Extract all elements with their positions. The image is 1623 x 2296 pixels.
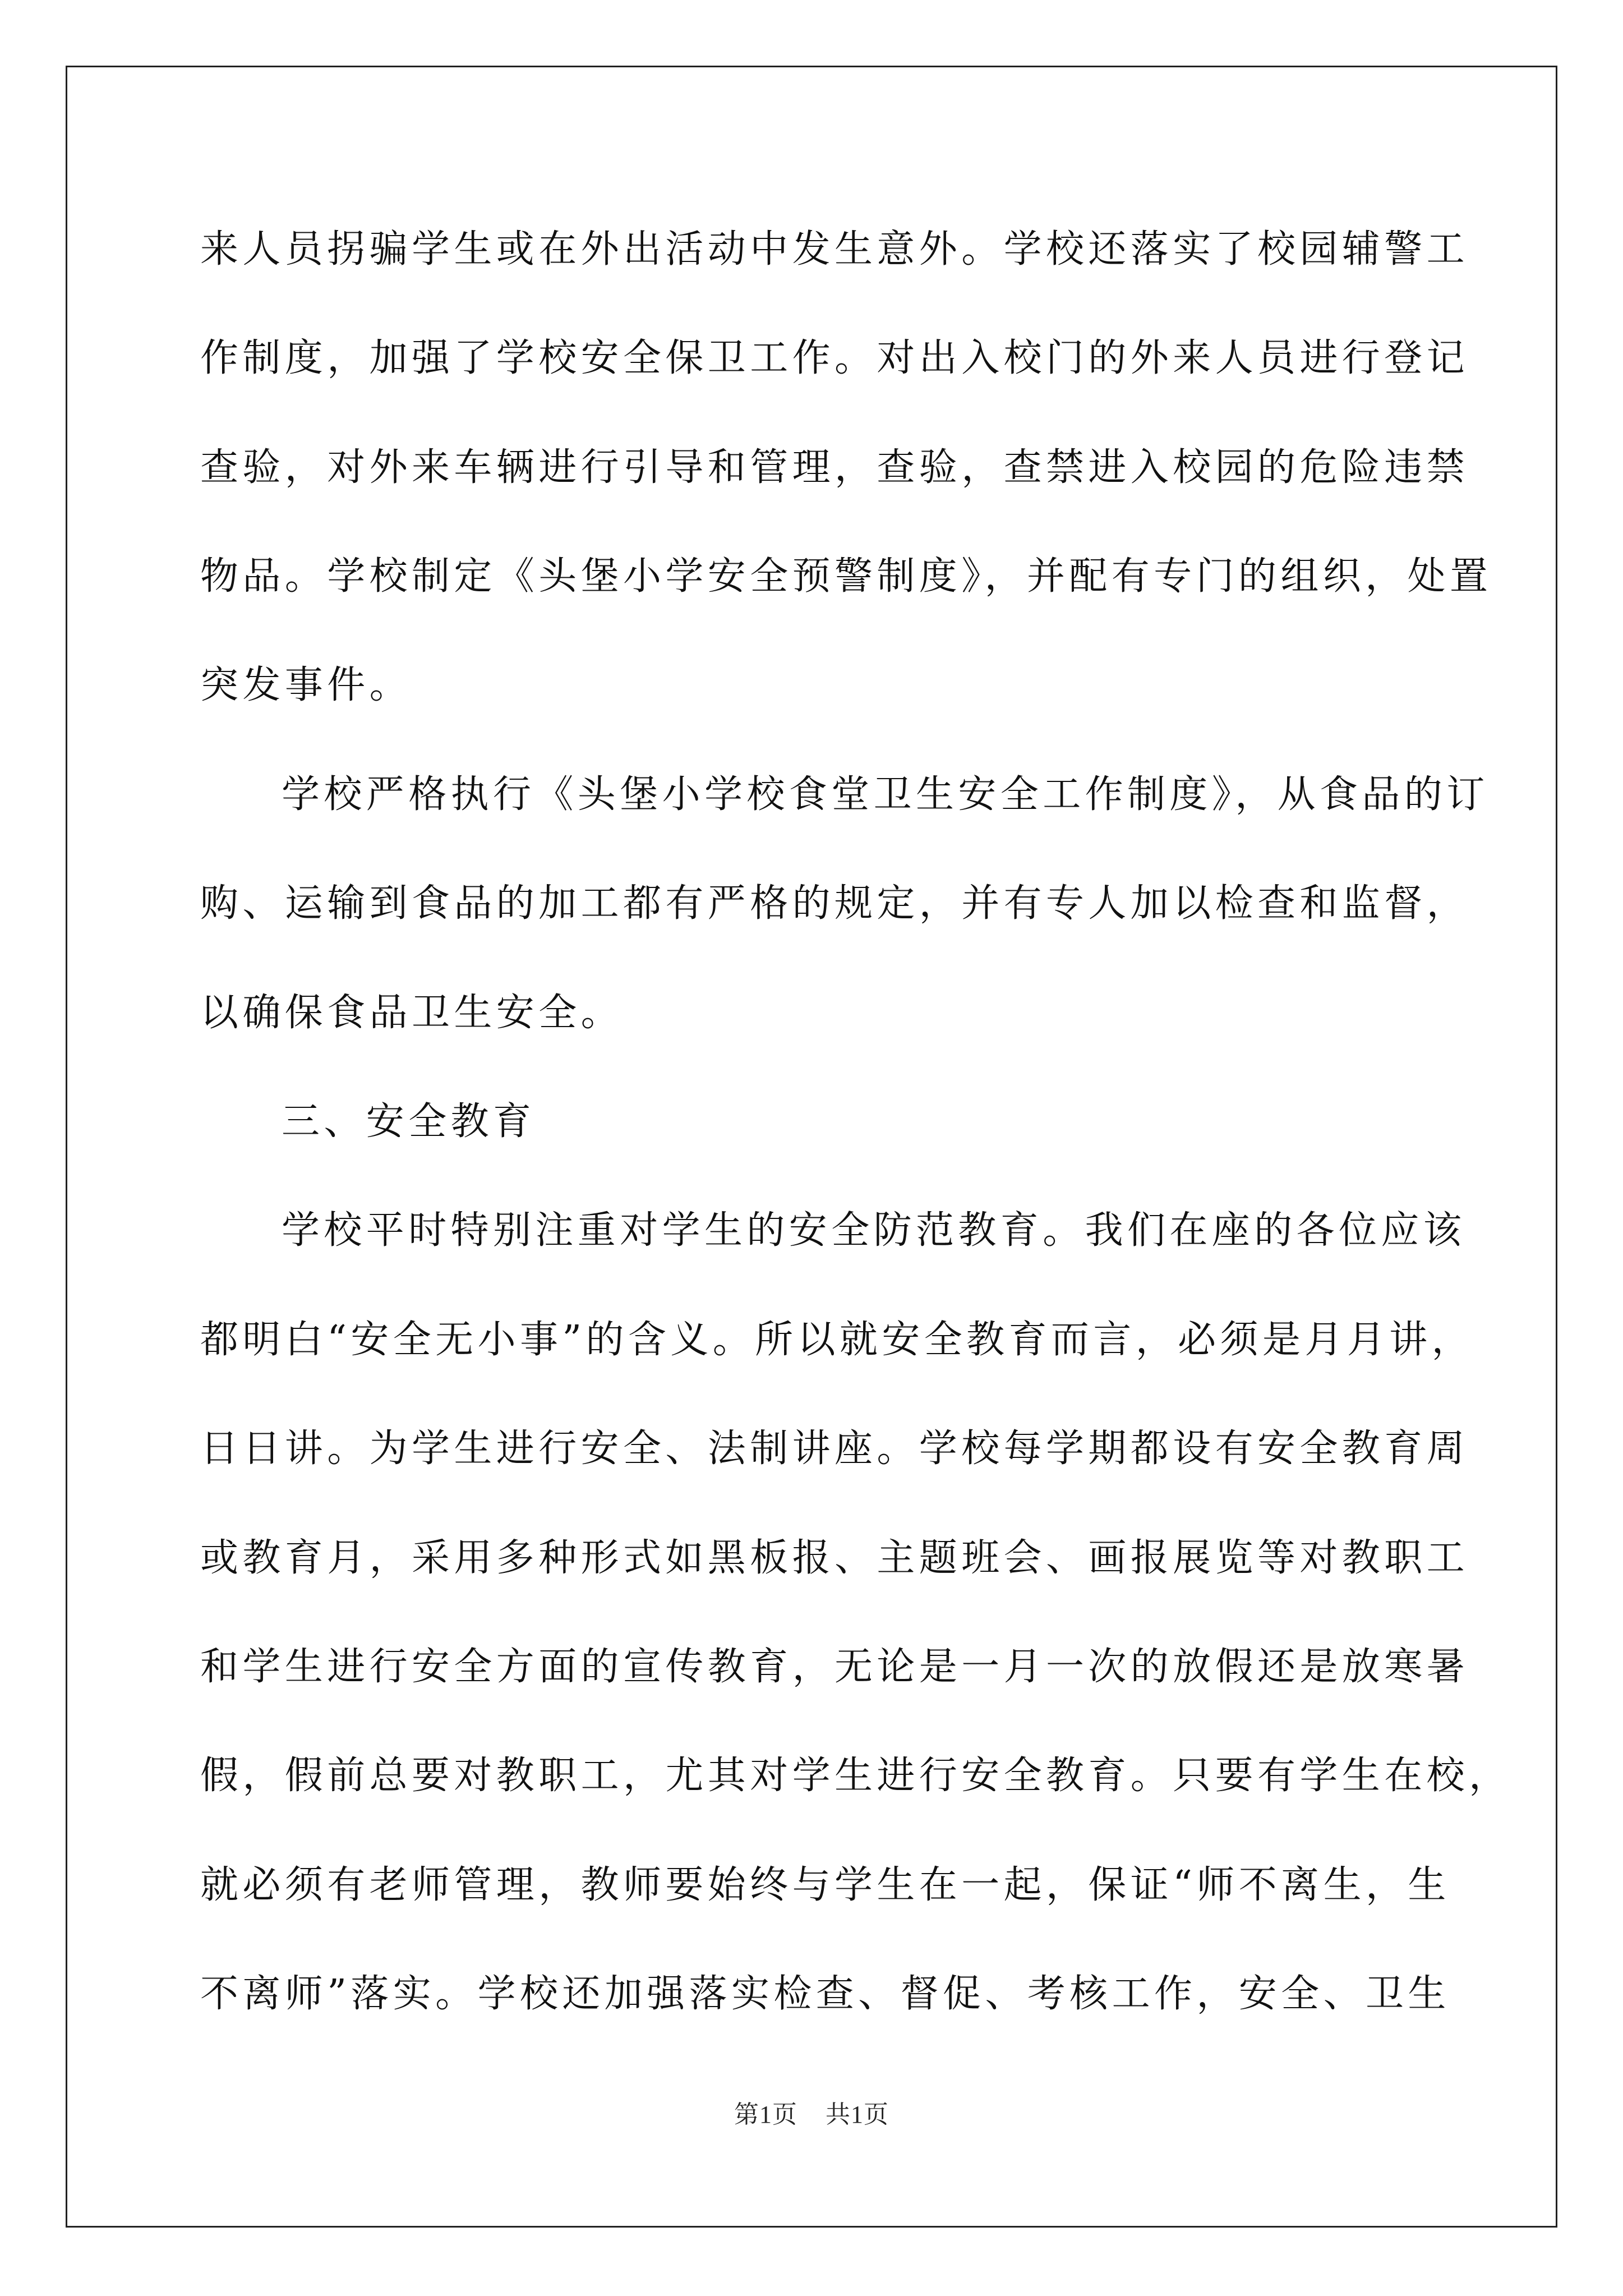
page-footer xyxy=(0,2098,1623,2132)
text-line: 突发事件。 xyxy=(200,663,412,707)
text-line: 都明白“安全无小事”的含义。所以就安全教育而言，必须是月月讲， xyxy=(200,1318,1474,1362)
section-heading: 三、安全教育 xyxy=(282,1099,536,1144)
text-line: 物品。学校制定《头堡小学安全预警制度》，并配有专门的组织，处置 xyxy=(200,554,1492,599)
text-line: 查验，对外来车辆进行引导和管理，查验，查禁进入校园的危险违禁 xyxy=(200,445,1469,490)
page-number: 第1页 xyxy=(734,2101,797,2128)
text-line: 假，假前总要对教职工，尤其对学生进行安全教育。只要有学生在校， xyxy=(200,1754,1511,1798)
text-line: 来人员拐骗学生或在外出活动中发生意外。学校还落实了校园辅警工 xyxy=(200,227,1469,272)
text-line: 或教育月，采用多种形式如黑板报、主题班会、画报展览等对教职工 xyxy=(200,1536,1469,1580)
text-line: 购、运输到食品的加工都有严格的规定，并有专人加以检查和监督， xyxy=(200,881,1469,926)
text-line: 和学生进行安全方面的宣传教育，无论是一月一次的放假还是放寒暑 xyxy=(200,1645,1469,1689)
text-line: 就必须有老师管理，教师要始终与学生在一起，保证“师不离生，生 xyxy=(200,1863,1450,1907)
text-line: 不离师”落实。学校还加强落实检查、督促、考核工作，安全、卫生 xyxy=(200,1972,1450,2016)
text-line: 作制度，加强了学校安全保卫工作。对出入校门的外来人员进行登记 xyxy=(200,336,1469,380)
paragraph-first-line: 学校严格执行《头堡小学校食堂卫生安全工作制度》，从食品的订 xyxy=(282,772,1489,817)
paragraph-first-line: 学校平时特别注重对学生的安全防范教育。我们在座的各位应该 xyxy=(282,1208,1466,1253)
page-total: 共1页 xyxy=(826,2101,889,2128)
text-line: 日日讲。为学生进行安全、法制讲座。学校每学期都设有安全教育周 xyxy=(200,1427,1469,1471)
text-line: 以确保食品卫生安全。 xyxy=(200,991,624,1035)
